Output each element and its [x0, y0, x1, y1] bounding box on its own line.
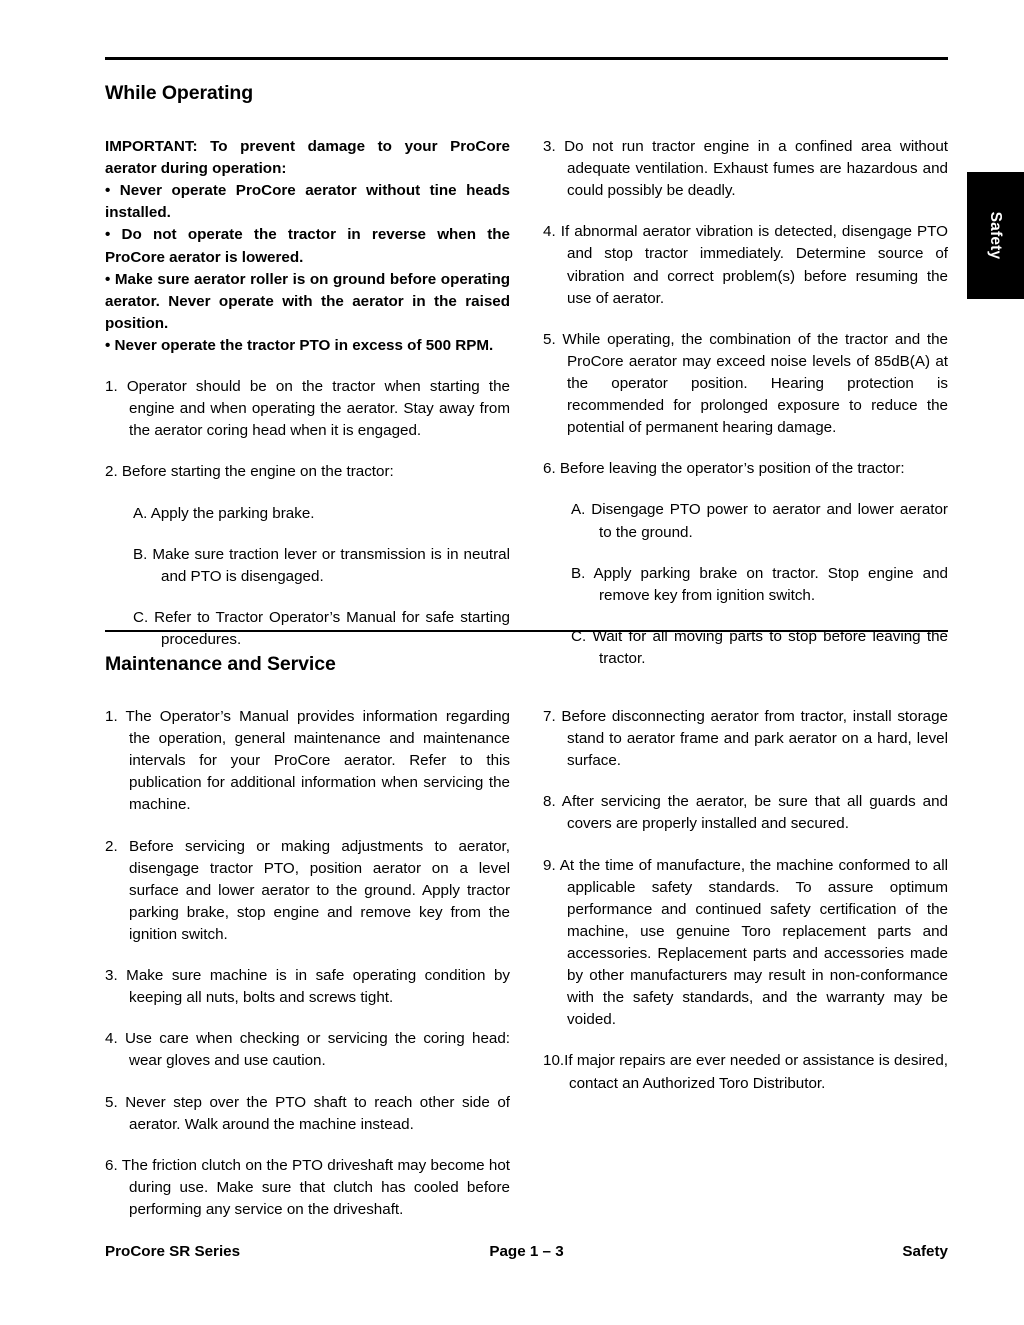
- list-subitem: C. Wait for all moving parts to stop before leaving the tractor.: [571, 627, 948, 667]
- section-2-columns: [105, 706, 948, 1221]
- list-item: 5. Never step over the PTO shaft to reach other side of aerator. Walk around the machine instead.: [105, 1093, 510, 1133]
- section-divider-top: [105, 57, 948, 60]
- list-item: 1. The Operator’s Manual provides information regarding the operation, general maintenance and maintenance intervals for your ProCore aerator. Refer to this publication for additional information when servicing the machine.: [105, 708, 510, 814]
- list-item: 10.If major repairs are ever needed or assistance is desired, contact an Authorized Toro Distributor.: [543, 1052, 948, 1092]
- list-subitem: B. Apply parking brake on tractor. Stop engine and remove key from ignition switch.: [571, 564, 948, 604]
- footer-page-number: Page 1 – 3: [489, 1243, 564, 1260]
- section-1-left-column: [105, 136, 510, 651]
- list-item: 3. Do not run tractor engine in a confined area without adequate ventilation. Exhaust fumes are hazardous and could possibly be deadly.: [543, 138, 948, 200]
- list-subitem: B. Make sure traction lever or transmission is in neutral and PTO is disengaged.: [133, 545, 510, 585]
- important-bullet: • Do not operate the tractor in reverse when the ProCore aerator is lowered.: [105, 226, 510, 266]
- important-bullet: • Make sure aerator roller is on ground before operating aerator. Never operate with the aerator in the raised position.: [105, 270, 510, 332]
- section-1-columns: [105, 136, 948, 670]
- list-item: 5. While operating, the combination of the tractor and the ProCore aerator may exceed noise levels of 85dB(A) at the operator position. Hearing protection is recommended for prolonged exposure to reduce the potential of permanent hearing damage.: [543, 330, 948, 437]
- section-2-right-column: [543, 706, 948, 1095]
- section-divider-middle: [105, 630, 948, 632]
- important-block: [105, 136, 510, 357]
- list-subitem: A. Disengage PTO power to aerator and lower aerator to the ground.: [571, 501, 948, 541]
- list-item: 2. Before starting the engine on the tractor:: [105, 463, 394, 481]
- list-item: 7. Before disconnecting aerator from tractor, install storage stand to aerator frame and park aerator on a hard, level surface.: [543, 708, 948, 770]
- page-footer: [105, 1243, 948, 1260]
- list-item: 2. Before servicing or making adjustments to aerator, disengage tractor PTO, position aerator on a level surface and lower aerator to the ground. Apply tractor parking brake, stop engine and remove key from the ignition switch.: [105, 837, 510, 943]
- section-while-operating: [105, 57, 948, 670]
- list-item: 3. Make sure machine is in safe operating condition by keeping all nuts, bolts and screws tight.: [105, 967, 510, 1007]
- important-bullet: • Never operate ProCore aerator without tine heads installed.: [105, 182, 510, 222]
- section-heading-while-operating: While Operating: [105, 82, 254, 104]
- list-item: 6. Before leaving the operator’s position of the tractor:: [543, 460, 905, 478]
- footer-section-name: Safety: [902, 1243, 948, 1260]
- important-intro: IMPORTANT: To prevent damage to your ProCore aerator during operation:: [105, 138, 510, 178]
- section-maintenance-and-service: [105, 630, 948, 1221]
- section-heading-maintenance-and-service: Maintenance and Service: [105, 653, 336, 675]
- list-item: 6. The friction clutch on the PTO driveshaft may become hot during use. Make sure that clutch has cooled before performing any service on the driveshaft.: [105, 1156, 510, 1218]
- section-1-right-column: [543, 136, 948, 670]
- list-item: 4. Use care when checking or servicing the coring head: wear gloves and use caution.: [105, 1030, 510, 1070]
- list-item: 8. After servicing the aerator, be sure that all guards and covers are properly installed and secured.: [543, 793, 948, 833]
- list-item: 9. At the time of manufacture, the machine conformed to all applicable safety standards. To assure optimum performance and continued safety certification of the machine, use genuine Toro replacement parts and accessories. Replacement parts and accessories made by other manufacturers may result in non-conformance with the safety standards, and the warranty may be voided.: [543, 856, 948, 1029]
- list-subitem: C. Refer to Tractor Operator’s Manual for safe starting procedures.: [133, 608, 510, 648]
- section-tab-label: Safety: [987, 211, 1004, 260]
- footer-product-name: ProCore SR Series: [105, 1243, 241, 1260]
- section-2-left-column: [105, 706, 510, 1221]
- important-bullet: • Never operate the tractor PTO in excess of 500 RPM.: [105, 336, 494, 354]
- list-item: 1. Operator should be on the tractor when starting the engine and when operating the aerator. Stay away from the aerator coring head when it is engaged.: [105, 378, 510, 440]
- section-tab-safety: [967, 172, 1024, 299]
- list-item: 4. If abnormal aerator vibration is detected, disengage PTO and stop tractor immediately. Determine source of vibration and correct problem(s) before resuming the use of aerator.: [543, 223, 948, 307]
- list-subitem: A. Apply the parking brake.: [133, 504, 315, 522]
